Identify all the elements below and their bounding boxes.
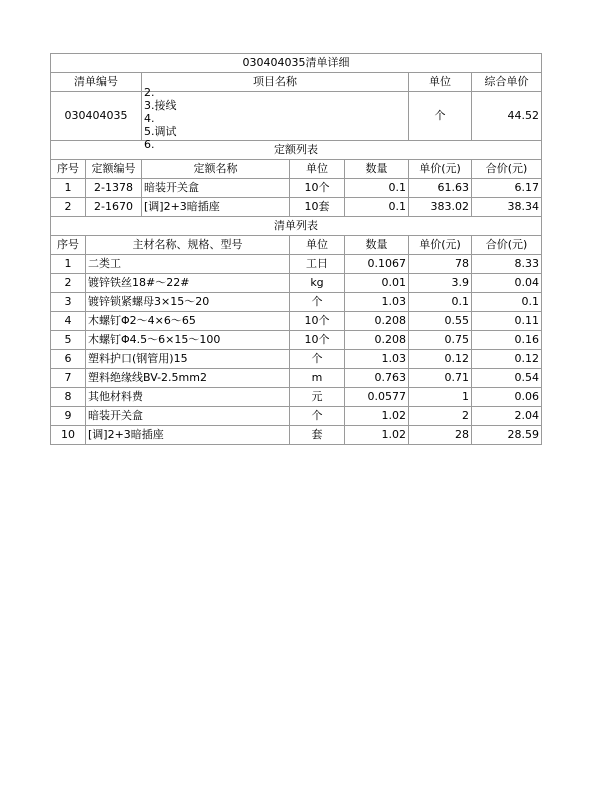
material-no: 4 <box>51 312 86 331</box>
quota-code: 2-1378 <box>86 179 142 198</box>
material-total: 2.04 <box>472 407 542 426</box>
quota-price: 61.63 <box>409 179 472 198</box>
item-description-line: 6. <box>144 138 155 151</box>
material-qty: 0.01 <box>345 274 409 293</box>
quota-header: 定额编号 <box>86 160 142 179</box>
quota-name: 暗装开关盒 <box>142 179 290 198</box>
material-no: 3 <box>51 293 86 312</box>
material-total: 0.06 <box>472 388 542 407</box>
material-row <box>51 312 542 331</box>
quota-unit: 10个 <box>290 179 345 198</box>
quota-header: 单价(元) <box>409 160 472 179</box>
item-price: 44.52 <box>472 92 542 141</box>
material-total: 0.12 <box>472 350 542 369</box>
material-unit: 个 <box>290 293 345 312</box>
quota-code: 2-1670 <box>86 198 142 217</box>
material-price: 0.1 <box>409 293 472 312</box>
material-no: 1 <box>51 255 86 274</box>
material-name: 二类工 <box>86 255 290 274</box>
material-name: [调]2+3暗插座 <box>86 426 290 445</box>
item-code: 030404035 <box>51 92 142 141</box>
bill-item-row <box>51 92 542 141</box>
header-name: 项目名称 <box>142 73 409 92</box>
material-unit: 个 <box>290 407 345 426</box>
quota-section-title: 定额列表 <box>51 141 542 160</box>
material-row <box>51 350 542 369</box>
material-no: 10 <box>51 426 86 445</box>
quota-header: 单位 <box>290 160 345 179</box>
quota-price: 383.02 <box>409 198 472 217</box>
quota-unit: 10套 <box>290 198 345 217</box>
material-unit: 套 <box>290 426 345 445</box>
material-unit: kg <box>290 274 345 293</box>
material-header-row <box>51 236 542 255</box>
material-row <box>51 369 542 388</box>
material-no: 8 <box>51 388 86 407</box>
quota-header: 定额名称 <box>142 160 290 179</box>
material-no: 7 <box>51 369 86 388</box>
material-section-title: 清单列表 <box>51 217 542 236</box>
quota-name: [调]2+3暗插座 <box>142 198 290 217</box>
material-qty: 0.208 <box>345 312 409 331</box>
material-name: 塑料护口(钢管用)15 <box>86 350 290 369</box>
material-name: 镀锌锁紧螺母3×15～20 <box>86 293 290 312</box>
material-price: 0.71 <box>409 369 472 388</box>
quota-header: 数量 <box>345 160 409 179</box>
quota-header: 序号 <box>51 160 86 179</box>
material-price: 28 <box>409 426 472 445</box>
material-price: 0.75 <box>409 331 472 350</box>
material-unit: 10个 <box>290 312 345 331</box>
material-header: 数量 <box>345 236 409 255</box>
material-price: 2 <box>409 407 472 426</box>
material-qty: 1.03 <box>345 293 409 312</box>
material-total: 0.11 <box>472 312 542 331</box>
material-total: 0.54 <box>472 369 542 388</box>
material-unit: 10个 <box>290 331 345 350</box>
quota-total: 38.34 <box>472 198 542 217</box>
material-qty: 1.02 <box>345 407 409 426</box>
item-unit: 个 <box>409 92 472 141</box>
material-unit: m <box>290 369 345 388</box>
material-name: 木螺钉Φ2～4×6～65 <box>86 312 290 331</box>
header-unit: 单位 <box>409 73 472 92</box>
material-unit: 工日 <box>290 255 345 274</box>
material-qty: 0.208 <box>345 331 409 350</box>
material-no: 5 <box>51 331 86 350</box>
material-unit: 个 <box>290 350 345 369</box>
material-row <box>51 388 542 407</box>
title-row <box>51 54 542 73</box>
material-section-row <box>51 217 542 236</box>
material-total: 8.33 <box>472 255 542 274</box>
material-header: 单位 <box>290 236 345 255</box>
material-price: 0.12 <box>409 350 472 369</box>
bill-detail-table <box>50 53 542 445</box>
material-no: 9 <box>51 407 86 426</box>
material-row <box>51 407 542 426</box>
item-description-line: 2. <box>144 86 155 99</box>
material-unit: 元 <box>290 388 345 407</box>
quota-row <box>51 179 542 198</box>
material-qty: 0.1067 <box>345 255 409 274</box>
material-name: 其他材料费 <box>86 388 290 407</box>
material-row <box>51 274 542 293</box>
material-total: 0.04 <box>472 274 542 293</box>
quota-section-row <box>51 141 542 160</box>
quota-header-row <box>51 160 542 179</box>
header-price: 综合单价 <box>472 73 542 92</box>
material-header: 单价(元) <box>409 236 472 255</box>
item-description-line: 3.接线 <box>144 99 177 112</box>
item-description-line: 4. <box>144 112 155 125</box>
quota-qty: 0.1 <box>345 198 409 217</box>
quota-no: 2 <box>51 198 86 217</box>
material-header: 主材名称、规格、型号 <box>86 236 290 255</box>
material-no: 6 <box>51 350 86 369</box>
bill-header-row <box>51 73 542 92</box>
header-code: 清单编号 <box>51 73 142 92</box>
material-price: 1 <box>409 388 472 407</box>
item-description-line: 5.调试 <box>144 125 177 138</box>
material-row <box>51 293 542 312</box>
material-total: 0.1 <box>472 293 542 312</box>
material-qty: 1.02 <box>345 426 409 445</box>
material-name: 塑料绝缘线BV-2.5mm2 <box>86 369 290 388</box>
material-price: 3.9 <box>409 274 472 293</box>
material-name: 暗装开关盒 <box>86 407 290 426</box>
quota-header: 合价(元) <box>472 160 542 179</box>
material-header: 序号 <box>51 236 86 255</box>
material-row <box>51 426 542 445</box>
material-row <box>51 331 542 350</box>
material-price: 78 <box>409 255 472 274</box>
material-row <box>51 255 542 274</box>
quota-no: 1 <box>51 179 86 198</box>
material-price: 0.55 <box>409 312 472 331</box>
material-qty: 0.763 <box>345 369 409 388</box>
quota-total: 6.17 <box>472 179 542 198</box>
material-name: 镀锌铁丝18#～22# <box>86 274 290 293</box>
material-total: 0.16 <box>472 331 542 350</box>
material-no: 2 <box>51 274 86 293</box>
material-qty: 0.0577 <box>345 388 409 407</box>
material-name: 木螺钉Φ4.5～6×15～100 <box>86 331 290 350</box>
material-header: 合价(元) <box>472 236 542 255</box>
quota-qty: 0.1 <box>345 179 409 198</box>
material-total: 28.59 <box>472 426 542 445</box>
quota-row <box>51 198 542 217</box>
table-title: 030404035清单详细 <box>51 54 542 73</box>
material-qty: 1.03 <box>345 350 409 369</box>
